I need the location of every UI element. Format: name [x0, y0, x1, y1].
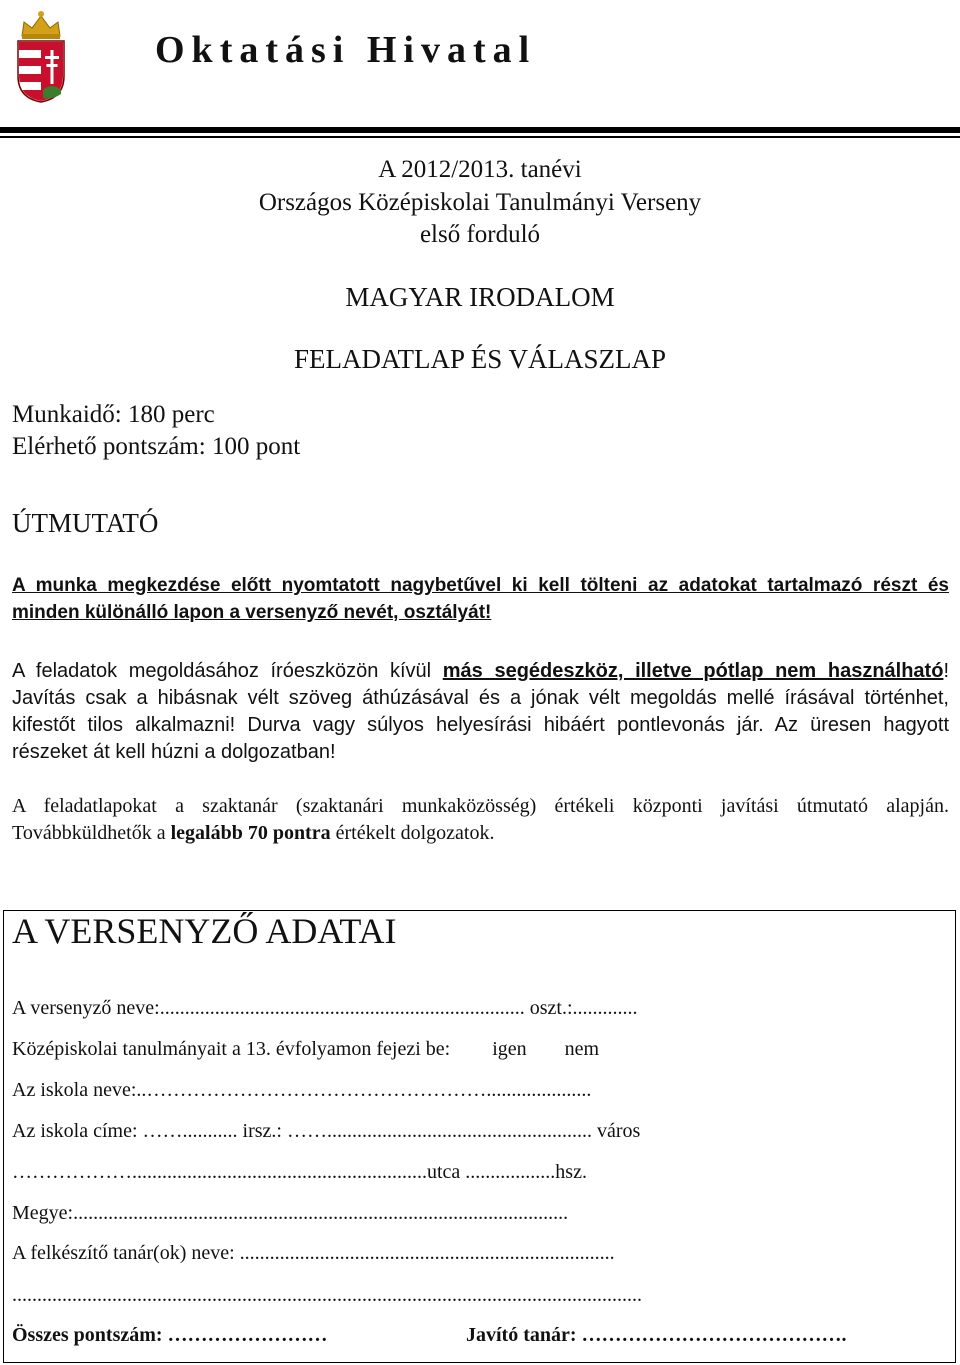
guide-heading: ÚTMUTATÓ [12, 508, 159, 538]
guide-p2-emphasis: más segédeszköz, illetve pótlap nem használható [442, 660, 944, 682]
field-contestant-name[interactable]: A versenyző neve:......................................................................... oszt.:............. [12, 997, 638, 1019]
agency-name: Oktatási Hivatal [155, 29, 537, 71]
field-finish-grade [12, 1038, 599, 1061]
guide-paragraph-3 [12, 793, 949, 847]
field-school-address[interactable]: Az iskola címe: ……........... irsz.: ……..................................................... város [12, 1120, 641, 1142]
guide-p3-text-a: A feladatlapokat a szaktanár (szaktanári munkaközösség) értékeli központi javítási útmutató alapján. Továbbküldhetők a [12, 795, 949, 844]
finish-grade-label: Középiskolai tanulmányait a 13. évfolyamon fejezi be: [12, 1038, 451, 1060]
guide-p3-text-c: értékelt dolgozatok. [330, 822, 495, 844]
subject-title: MAGYAR IRODALOM [345, 282, 615, 312]
guide-p2-text-a: A feladatok megoldásához íróeszközön kívül [12, 660, 443, 682]
header-rule-thick [0, 127, 960, 133]
field-school-name[interactable]: Az iskola neve:..……………………………………………..................... [12, 1079, 592, 1101]
header-rule-thin [0, 136, 960, 138]
coat-of-arms-logo [14, 6, 68, 104]
field-teacher-name[interactable]: A felkészítő tanár(ok) neve: ........................................................................... [12, 1242, 615, 1264]
guide-paragraph-2 [12, 658, 949, 766]
guide-p3-emphasis: legalább 70 pontra [170, 822, 331, 844]
title-line-3: első forduló [419, 221, 541, 248]
title-line-1: A 2012/2013. tanévi [378, 156, 582, 183]
sheet-title: FELADATLAP ÉS VÁLASZLAP [293, 344, 667, 374]
field-street[interactable]: ………………...........................................................utca ..................hsz. [12, 1161, 587, 1183]
option-yes[interactable]: igen [492, 1038, 527, 1060]
title-line-2: Országos Középiskolai Tanulmányi Verseny [258, 189, 702, 216]
field-county[interactable]: Megye:................................................................................................... [12, 1202, 569, 1224]
contestant-data-title: A VERSENYZŐ ADATAI [12, 911, 397, 951]
field-total-points[interactable]: Összes pontszám: …………………… [12, 1324, 328, 1346]
guide-p2-text-c: ! Javítás csak a hibásnak vélt szöveg áthúzásával és a jónak vélt megoldás mellé írásával történhet, kifestőt tilos alkalmazni! Durva vagy súlyos helyesírási hibáért pontlevonás jár. Az üresen hagyott részeket át kell húzni a dolgozatban! [12, 660, 949, 763]
field-grader[interactable]: Javító tanár: …………………………………. [466, 1324, 847, 1346]
work-time: Munkaidő: 180 perc [12, 401, 215, 428]
field-teacher-name-continued[interactable]: .............................................................................................................................. [12, 1284, 642, 1306]
guide-paragraph-1: A munka megkezdése előtt nyomtatott nagybetűvel ki kell tölteni az adatokat tartalmazó részt és minden különálló lapon a versenyző nevét, osztályát! [12, 575, 949, 623]
max-points: Elérhető pontszám: 100 pont [12, 433, 301, 460]
option-no[interactable]: nem [564, 1038, 600, 1060]
